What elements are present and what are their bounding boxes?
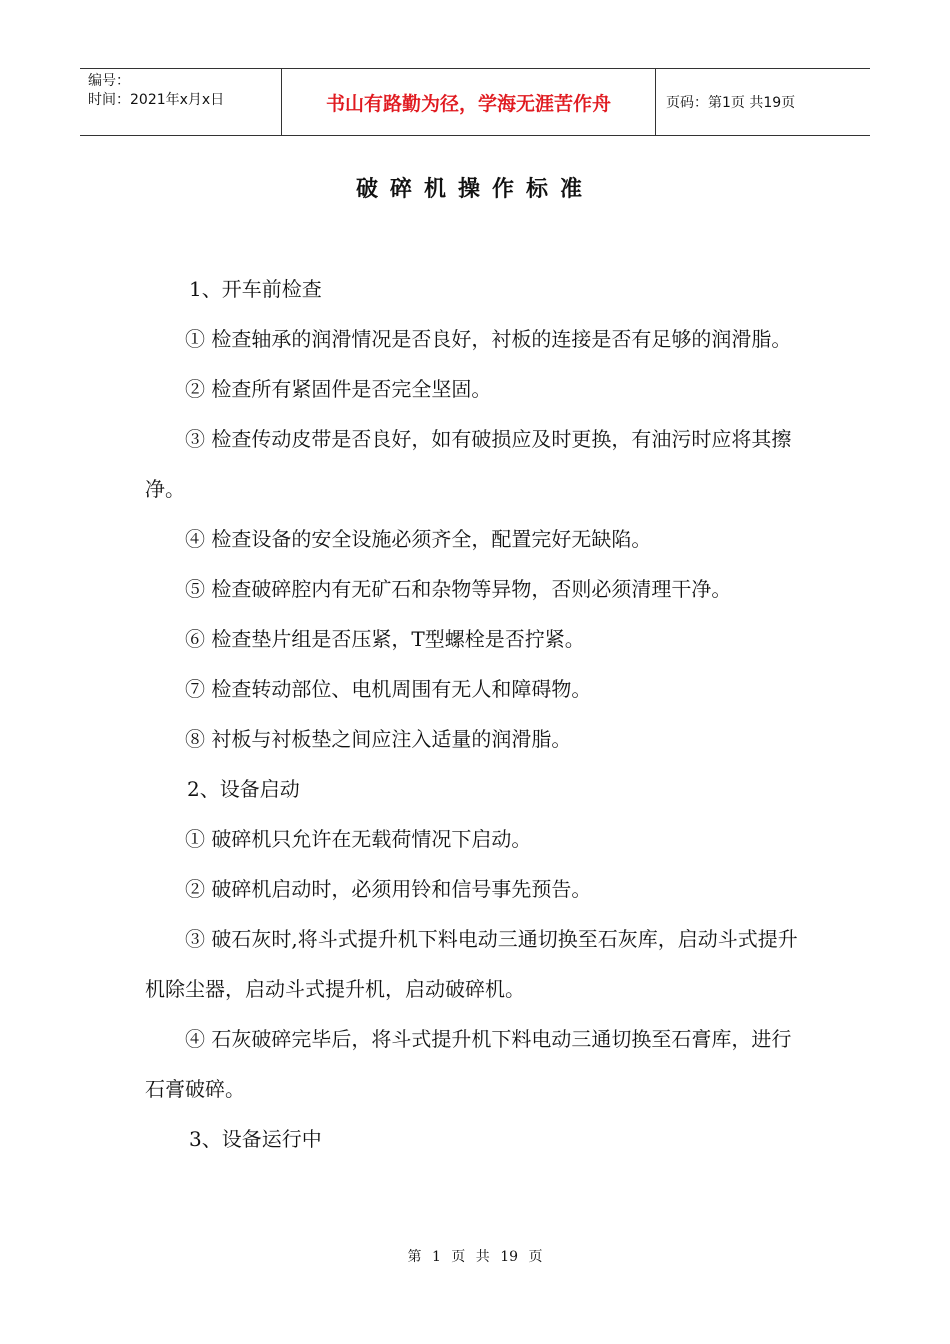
paragraph: ⑤ 检查破碎腔内有无矿石和杂物等异物，否则必须清理干净。 <box>185 577 732 601</box>
paragraph: ⑦ 检查转动部位、电机周围有无人和障碍物。 <box>185 677 592 701</box>
section-heading-startup: 2、设备启动 <box>187 777 300 801</box>
header-motto: 书山有路勤为径，学海无涯苦作舟 <box>282 69 656 135</box>
paragraph: ⑥ 检查垫片组是否压紧，T型螺栓是否拧紧。 <box>185 627 585 651</box>
section-heading-pre-start-check: 1、开车前检查 <box>189 277 322 301</box>
section-heading-running: 3、设备运行中 <box>189 1127 322 1151</box>
paragraph: ④ 石灰破碎完毕后，将斗式提升机下料电动三通切换至石膏库，进行石膏破碎。 <box>145 1027 792 1101</box>
page-footer: 第 1 页 共 19 页 <box>407 1249 543 1265</box>
paragraph: ③ 破石灰时,将斗式提升机下料电动三通切换至石灰库，启动斗式提升机除尘器，启动斗式提升机，启动破碎机。 <box>145 927 798 1001</box>
paragraph: ① 检查轴承的润滑情况是否良好，衬板的连接是否有足够的润滑脂。 <box>185 327 792 351</box>
document-body <box>145 264 810 1164</box>
header-page-info: 页码：第1页 共19页 <box>666 95 796 111</box>
header-meta <box>80 69 282 135</box>
document-title: 破碎机操作标准 <box>355 177 594 202</box>
time-label: 时间：2021年x月x日 <box>88 92 225 108</box>
paragraph: ① 破碎机只允许在无载荷情况下启动。 <box>185 827 532 851</box>
paragraph: ④ 检查设备的安全设施必须齐全，配置完好无缺陷。 <box>185 527 652 551</box>
paragraph: ⑧ 衬板与衬板垫之间应注入适量的润滑脂。 <box>185 727 572 751</box>
paragraph: ③ 检查传动皮带是否良好，如有破损应及时更换，有油污时应将其擦净。 <box>145 427 792 501</box>
number-label: 编号： <box>88 73 130 89</box>
paragraph: ② 检查所有紧固件是否完全坚固。 <box>185 377 492 401</box>
document-header <box>80 68 870 136</box>
paragraph: ② 破碎机启动时，必须用铃和信号事先预告。 <box>185 877 592 901</box>
